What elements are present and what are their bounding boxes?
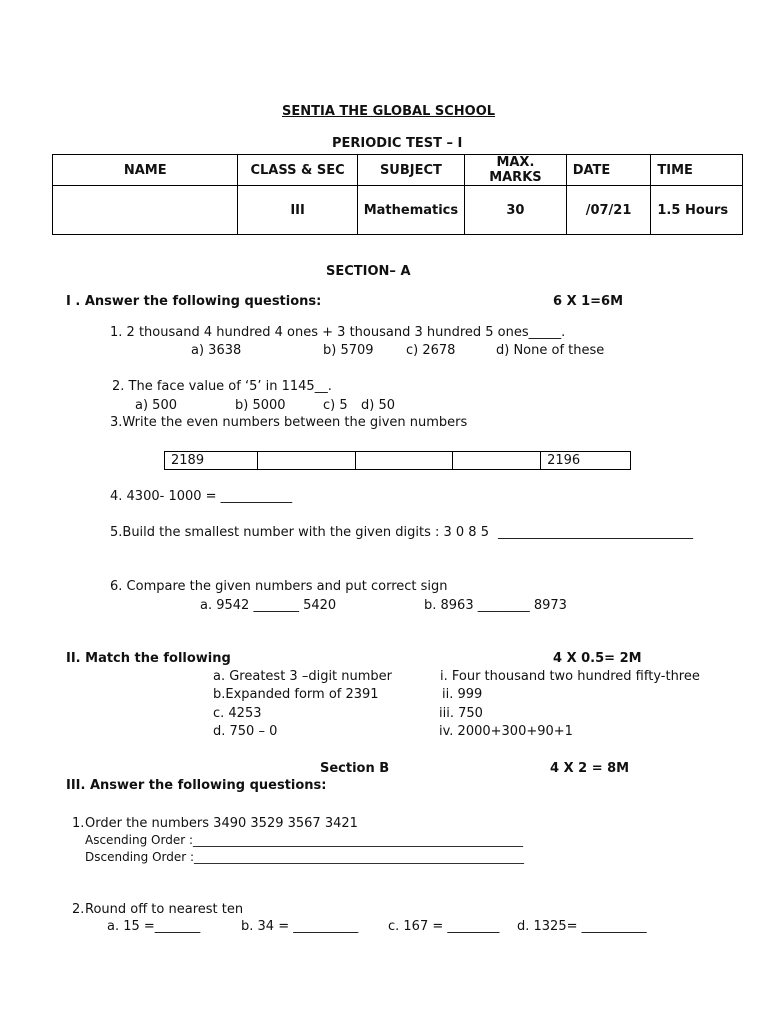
- match-left-a: a. Greatest 3 –digit number: [213, 669, 393, 684]
- q6-part-b: b. 8963 ________ 8973: [424, 598, 567, 613]
- p3-q2-label: 2.: [72, 902, 85, 917]
- header-max-marks: MAX. MARKS: [465, 155, 567, 186]
- q1-option-d: d) None of these: [496, 343, 605, 358]
- p3-q1-label: 1.: [72, 816, 85, 831]
- q5-answer-line[interactable]: ______________________________: [498, 525, 693, 540]
- school-name: SENTIA THE GLOBAL SCHOOL: [282, 104, 496, 119]
- match-right-i: i. Four thousand two hundred fifty-three: [440, 669, 700, 684]
- part2-marks: 4 X 0.5= 2M: [553, 651, 642, 666]
- p3-q1-text: Order the numbers 3490 3529 3567 3421: [85, 816, 358, 831]
- test-title: PERIODIC TEST – I: [332, 136, 463, 151]
- number-box: 2189: [165, 452, 258, 470]
- q5-text: 5.Build the smallest number with the given digits : 3 0 8 5: [110, 525, 489, 540]
- match-left-c: c. 4253: [213, 706, 262, 721]
- match-right-iv: iv. 2000+300+90+1: [439, 724, 573, 739]
- value-class: III: [238, 186, 357, 235]
- number-box: 2196: [541, 452, 631, 470]
- header-class: CLASS & SEC: [238, 155, 357, 186]
- header-name: NAME: [53, 155, 238, 186]
- q2-option-b: b) 5000: [235, 398, 286, 413]
- match-left-b: b.Expanded form of 2391: [213, 687, 379, 702]
- q1-text: 1. 2 thousand 4 hundred 4 ones + 3 thousand 3 hundred 5 ones_____.: [110, 325, 566, 340]
- q4-text: 4. 4300- 1000 = ___________: [110, 489, 293, 504]
- part3-marks: 4 X 2 = 8M: [550, 761, 630, 776]
- q3-number-boxes: [164, 451, 631, 470]
- round-off-part-b: b. 34 = __________: [241, 919, 359, 934]
- ascending-order-line[interactable]: Ascending Order :_______________________________________________________: [85, 833, 523, 847]
- header-subject: SUBJECT: [357, 155, 464, 186]
- value-subject: Mathematics: [357, 186, 464, 235]
- header-time: TIME: [651, 155, 743, 186]
- p3-q2-text: Round off to nearest ten: [85, 902, 244, 917]
- value-name[interactable]: [53, 186, 238, 235]
- value-time: 1.5 Hours: [651, 186, 743, 235]
- round-off-part-c: c. 167 = ________: [388, 919, 500, 934]
- q2-option-a: a) 500: [135, 398, 177, 413]
- q2-text: 2. The face value of ‘5’ in 1145__.: [112, 379, 332, 394]
- section-a-title: SECTION– A: [326, 264, 411, 279]
- part1-marks: 6 X 1=6M: [553, 294, 624, 309]
- value-date: /07/21: [566, 186, 651, 235]
- match-right-ii: ii. 999: [442, 687, 483, 702]
- value-max-marks: 30: [465, 186, 567, 235]
- part3-title: III. Answer the following questions:: [66, 778, 327, 793]
- round-off-part-d: d. 1325= __________: [517, 919, 647, 934]
- q2-option-d: d) 50: [361, 398, 395, 413]
- q6-part-a: a. 9542 _______ 5420: [200, 598, 337, 613]
- match-left-d: d. 750 – 0: [213, 724, 278, 739]
- number-box[interactable]: [257, 452, 355, 470]
- match-right-iii: iii. 750: [439, 706, 483, 721]
- q1-option-a: a) 3638: [191, 343, 242, 358]
- number-box[interactable]: [355, 452, 453, 470]
- part1-title: I . Answer the following questions:: [66, 294, 322, 309]
- q6-text: 6. Compare the given numbers and put correct sign: [110, 579, 448, 594]
- descending-order-line[interactable]: Dscending Order :_______________________________________________________: [85, 850, 525, 864]
- q1-option-c: c) 2678: [406, 343, 456, 358]
- number-box[interactable]: [453, 452, 541, 470]
- part2-title: II. Match the following: [66, 651, 231, 666]
- q3-text: 3.Write the even numbers between the given numbers: [110, 415, 468, 430]
- round-off-part-a: a. 15 =_______: [107, 919, 201, 934]
- header-table: [52, 154, 743, 235]
- section-b-title: Section B: [320, 761, 390, 776]
- q2-option-c: c) 5: [323, 398, 348, 413]
- header-date: DATE: [566, 155, 651, 186]
- q1-option-b: b) 5709: [323, 343, 374, 358]
